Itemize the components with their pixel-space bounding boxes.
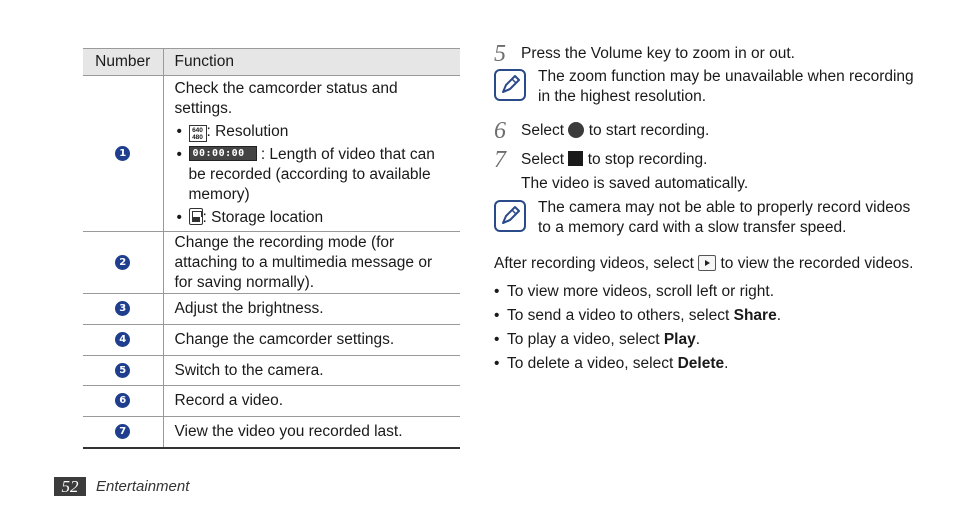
list-item: • To delete a video, select Delete. bbox=[494, 354, 914, 374]
recording-time-icon: • 00:00:00 bbox=[189, 146, 257, 161]
play-button-icon bbox=[698, 255, 716, 271]
number-badge-5: 5 bbox=[115, 363, 130, 378]
table-header-row bbox=[83, 49, 460, 76]
record-button-icon bbox=[568, 122, 584, 138]
table-row bbox=[83, 417, 460, 448]
list-item: • To play a video, select Play. bbox=[494, 330, 914, 350]
step-5 bbox=[494, 41, 914, 67]
row-text: Change the camcorder settings. bbox=[163, 325, 460, 356]
table-row bbox=[83, 356, 460, 386]
list-item: • 00:00:00 : Length of video that can be recorded (according to available memory) bbox=[175, 145, 455, 205]
step-subtext: The video is saved automatically. bbox=[521, 175, 749, 192]
table-row bbox=[83, 294, 460, 325]
after-recording-paragraph: After recording videos, select to view the recorded videos. bbox=[494, 255, 914, 272]
row-text: Change the recording mode (for attaching to a multimedia message or for saving normally). bbox=[163, 232, 460, 294]
number-badge-2: 2 bbox=[115, 255, 130, 270]
list-item: • 640 480 : Resolution bbox=[175, 122, 455, 142]
row-text: View the video you recorded last. bbox=[163, 417, 460, 448]
number-badge-4: 4 bbox=[115, 332, 130, 347]
step-number: 6 bbox=[494, 118, 506, 144]
note-pencil-icon bbox=[494, 200, 526, 232]
header-number: Number bbox=[83, 49, 163, 76]
header-function: Function bbox=[163, 49, 460, 76]
list-item: • To view more videos, scroll left or right. bbox=[494, 282, 914, 302]
number-badge-1: 1 bbox=[115, 146, 130, 161]
note-pencil-icon bbox=[494, 69, 526, 101]
instructions-column bbox=[494, 41, 914, 378]
play-option: Play bbox=[663, 331, 696, 348]
step-number: 7 bbox=[494, 147, 506, 173]
number-badge-7: 7 bbox=[115, 424, 130, 439]
storage-location-icon bbox=[189, 208, 203, 225]
number-badge-3: 3 bbox=[115, 301, 130, 316]
resolution-icon: 640 480 bbox=[189, 125, 207, 142]
step-text: Press the Volume key to zoom in or out. bbox=[521, 45, 795, 62]
table-row bbox=[83, 76, 460, 232]
note-memory-card bbox=[494, 198, 914, 254]
section-name: Entertainment bbox=[96, 478, 190, 495]
note-text: The camera may not be able to properly record videos to a memory card with a slow transfer speed. bbox=[538, 199, 911, 236]
row-text: Record a video. bbox=[163, 386, 460, 417]
list-item: • : Storage location bbox=[175, 208, 455, 228]
stop-button-icon bbox=[568, 151, 583, 166]
row-text: Check the camcorder status and settings. bbox=[174, 80, 398, 117]
row-text: Switch to the camera. bbox=[163, 356, 460, 386]
row-text: Adjust the brightness. bbox=[163, 294, 460, 325]
table-row bbox=[83, 386, 460, 417]
page-number: 52 bbox=[54, 477, 86, 496]
note-text: The zoom function may be unavailable when recording in the highest resolution. bbox=[538, 68, 914, 105]
function-table bbox=[83, 48, 460, 449]
share-option: Share bbox=[733, 307, 777, 324]
table-row bbox=[83, 232, 460, 294]
step-6: 6 Select to start recording. bbox=[494, 118, 710, 144]
step-number: 5 bbox=[494, 41, 506, 67]
step-7: 7 Select to stop recording. The video is saved automatically. bbox=[494, 150, 914, 194]
status-bullet-list bbox=[175, 122, 455, 228]
note-zoom bbox=[494, 67, 914, 121]
delete-option: Delete bbox=[677, 355, 725, 372]
table-row bbox=[83, 325, 460, 356]
list-item: • To send a video to others, select Share. bbox=[494, 306, 914, 326]
number-badge-6: 6 bbox=[115, 393, 130, 408]
after-bullet-list bbox=[494, 282, 914, 374]
